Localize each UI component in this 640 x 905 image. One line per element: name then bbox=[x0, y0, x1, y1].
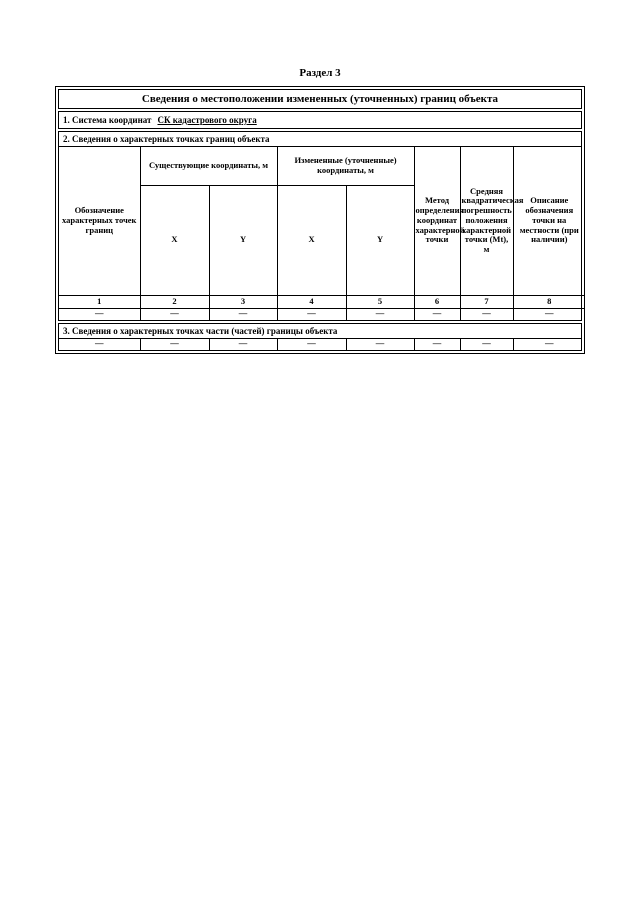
column-number: 5 bbox=[346, 295, 414, 308]
header-method: Метод определения координат характерной точки bbox=[414, 147, 460, 295]
column-number: 8 bbox=[513, 295, 585, 308]
table-cell: — bbox=[209, 308, 277, 320]
header-existing-y: Y bbox=[209, 185, 277, 295]
table-cell: — bbox=[277, 339, 346, 350]
table-cell: — bbox=[59, 308, 140, 320]
table-cell: — bbox=[140, 339, 209, 350]
form-frame bbox=[55, 86, 585, 354]
boundary-points-heading: 2. Сведения о характерных точках границ объекта bbox=[59, 132, 581, 147]
table-cell: — bbox=[513, 308, 585, 320]
coordinate-system-value: СК кадастрового округа bbox=[157, 115, 257, 125]
header-changed-coordinates: Измененные (уточненные) координаты, м bbox=[277, 147, 414, 185]
column-number: 3 bbox=[209, 295, 277, 308]
boundary-points-section bbox=[58, 131, 582, 321]
header-existing-coordinates: Существующие координаты, м bbox=[140, 147, 277, 185]
table-cell: — bbox=[460, 339, 513, 350]
table-cell: — bbox=[414, 308, 460, 320]
table-cell: — bbox=[209, 339, 277, 350]
column-number: 1 bbox=[59, 295, 140, 308]
boundary-parts-heading: 3. Сведения о характерных точках части (частей) границы объекта bbox=[59, 324, 581, 339]
header-changed-x: X bbox=[277, 185, 346, 295]
header-designation: Обозначение характерных точек границ bbox=[59, 147, 140, 295]
table-cell: — bbox=[414, 339, 460, 350]
coordinate-system-row bbox=[58, 111, 582, 129]
table-cell: — bbox=[346, 339, 414, 350]
coordinate-system-label: 1. Система координат bbox=[63, 115, 152, 125]
table-row bbox=[59, 339, 585, 350]
header-mean-error: Средняя квадратическая погрешность положения характерной точки (Mt), м bbox=[460, 147, 513, 295]
column-number: 2 bbox=[140, 295, 209, 308]
section-heading: Раздел 3 bbox=[299, 67, 341, 79]
table-cell: — bbox=[59, 339, 140, 350]
column-number: 7 bbox=[460, 295, 513, 308]
column-number: 6 bbox=[414, 295, 460, 308]
column-number-row bbox=[59, 295, 585, 308]
header-description: Описание обозначения точки на местности (при наличии) bbox=[513, 147, 585, 295]
column-number: 4 bbox=[277, 295, 346, 308]
header-existing-x: X bbox=[140, 185, 209, 295]
table-cell: — bbox=[513, 339, 585, 350]
boundary-parts-section bbox=[58, 323, 582, 351]
boundary-points-table bbox=[59, 147, 585, 320]
form-title: Сведения о местоположении измененных (уточненных) границ объекта bbox=[58, 89, 582, 109]
table-row bbox=[59, 308, 585, 320]
table-cell: — bbox=[460, 308, 513, 320]
header-changed-y: Y bbox=[346, 185, 414, 295]
table-cell: — bbox=[277, 308, 346, 320]
table-cell: — bbox=[346, 308, 414, 320]
table-cell: — bbox=[140, 308, 209, 320]
boundary-parts-table bbox=[59, 339, 585, 350]
